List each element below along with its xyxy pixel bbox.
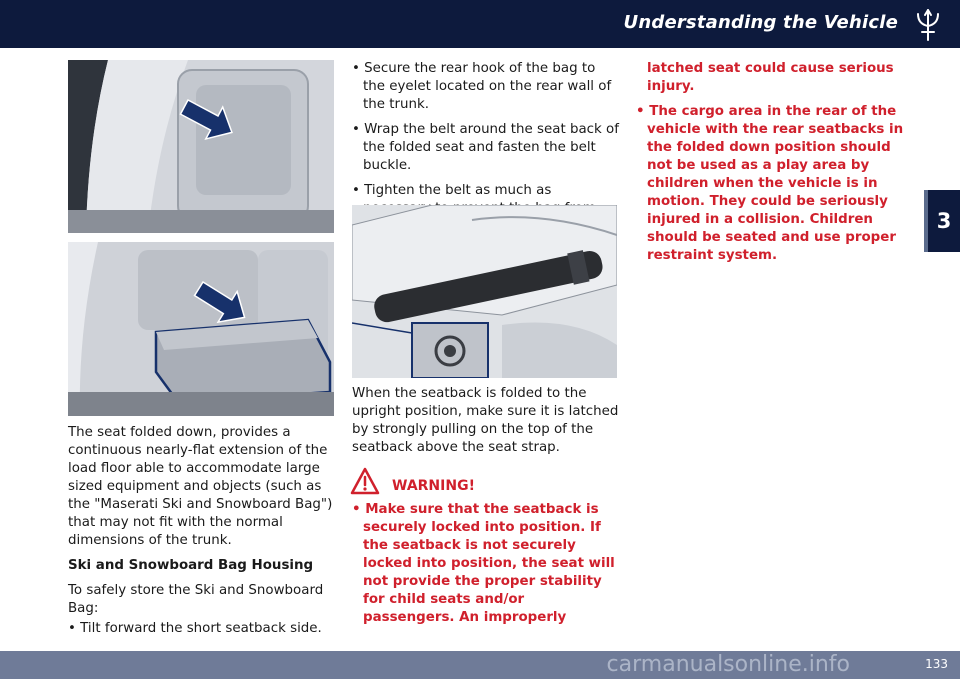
- right-column: [636, 60, 906, 272]
- bullet-tighten: • Tighten the belt as much as: [352, 183, 552, 198]
- upright-paragraph: When the seatback is folded to the upright position, make sure it is latched by strongly pulling on the top of the seatback above the seat strap.: [352, 386, 619, 455]
- warning-cargo-area: • The cargo area in the rear of the vehicle with the rear seatbacks in the folded down position should not be used as a play area by children when the vehicle is in motion. They could be seriously injured in a collision. Children should be seated and use proper restraint system.: [636, 104, 904, 263]
- lead-paragraph: To safely store the Ski and Snowboard Bag:: [68, 583, 324, 616]
- page-number: 133: [925, 657, 948, 671]
- warning-triangle-icon: [350, 467, 380, 495]
- warning-title: WARNING!: [392, 478, 475, 494]
- warning-heading: [352, 467, 620, 495]
- chapter-tab[interactable]: 3: [924, 190, 960, 252]
- middle-column-lower: [352, 385, 620, 634]
- rear-seat-tilt-figure: [68, 60, 334, 233]
- trident-icon: [912, 8, 944, 42]
- intro-paragraph: The seat folded down, provides a continuous nearly-flat extension of the load floor able to accommodate large sized equipment and objects (such as the "Maserati Ski and Snowboard Bag") that may not fit with the normal dimensions of the trunk.: [68, 425, 333, 548]
- page-header: [0, 0, 960, 48]
- bullet-tilt: • Tilt forward the short seatback side.: [68, 621, 322, 636]
- watermark: carmanualsonline.info: [606, 652, 850, 677]
- section-title: Understanding the Vehicle: [623, 12, 898, 33]
- ski-bag-figure: [352, 205, 617, 378]
- folded-seat-figure: [68, 242, 334, 416]
- bullet-hook: • Secure the rear hook of the bag to the eyelet located on the rear wall of the trunk.: [352, 61, 612, 112]
- warning-seatback-continued: latched seat could cause serious injury.: [647, 61, 894, 94]
- page-footer: [0, 651, 960, 679]
- bullet-wrap: • Wrap the belt around the seat back of the folded seat and fasten the belt buckle.: [352, 122, 619, 173]
- section-heading: Ski and Snowboard Bag Housing: [68, 558, 314, 573]
- warning-seatback: • Make sure that the seatback is securely locked into position. If the seatback is not securely locked into position, the seat will not provide the proper stability for child seats and/or passengers. An improperly: [352, 502, 615, 625]
- left-column: [68, 424, 338, 645]
